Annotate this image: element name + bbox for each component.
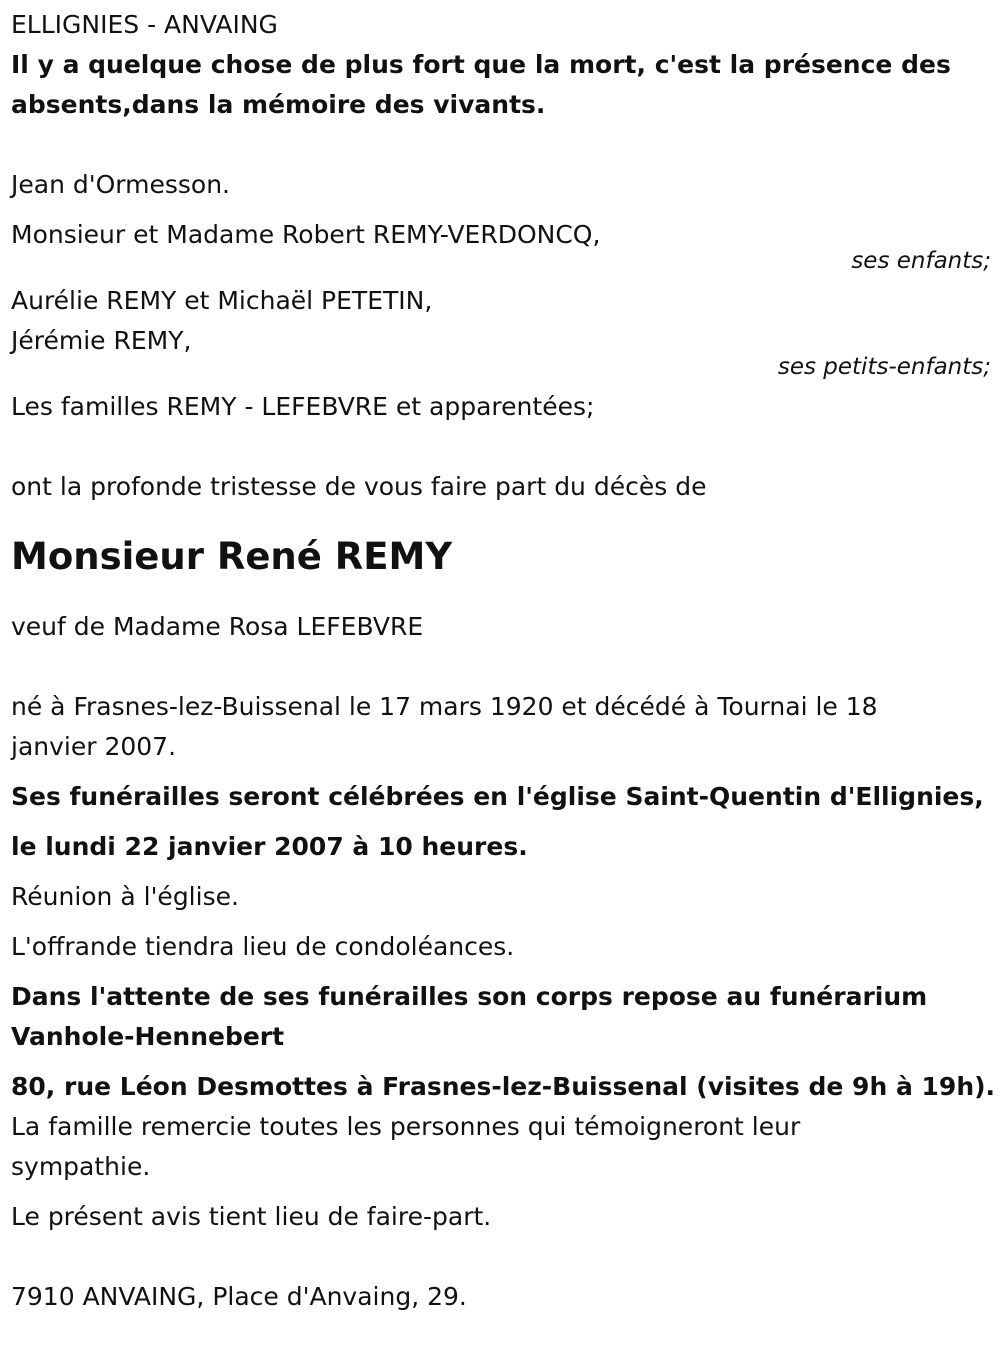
families-line: Les familles REMY - LEFEBVRE et apparentées; bbox=[11, 392, 595, 421]
widower-of: veuf de Madame Rosa LEFEBVRE bbox=[11, 612, 424, 641]
deceased-name: Monsieur René REMY bbox=[11, 535, 453, 578]
birth-death-details: né à Frasnes-lez-Buissenal le 17 mars 1920 et décédé à Tournai le 18 janvier 2007. bbox=[11, 692, 878, 761]
notice-statement: Le présent avis tient lieu de faire-part. bbox=[11, 1202, 492, 1231]
children-role: ses enfants; bbox=[851, 248, 991, 274]
funeral-date-time: le lundi 22 janvier 2007 à 10 heures. bbox=[11, 832, 528, 861]
children-names: Monsieur et Madame Robert REMY-VERDONCQ, bbox=[11, 220, 601, 249]
funeral-church: Ses funérailles seront célébrées en l'église Saint-Quentin d'Ellignies, bbox=[11, 782, 984, 811]
offering-note: L'offrande tiendra lieu de condoléances. bbox=[11, 932, 515, 961]
location-heading: ELLIGNIES - ANVAING bbox=[11, 10, 278, 39]
thanks-message: La famille remercie toutes les personnes qui témoigneront leur sympathie. bbox=[11, 1112, 801, 1181]
grandchildren-role: ses petits-enfants; bbox=[777, 354, 991, 380]
funeral-home: Dans l'attente de ses funérailles son corps repose au funérarium Vanhole-Hennebert bbox=[11, 982, 928, 1051]
announcement-intro: ont la profonde tristesse de vous faire part du décès de bbox=[11, 472, 707, 501]
obituary-notice bbox=[11, 5, 996, 1317]
meeting-place: Réunion à l'église. bbox=[11, 882, 239, 911]
quote-author: Jean d'Ormesson. bbox=[11, 170, 230, 199]
grandchild-1: Aurélie REMY et Michaël PETETIN, bbox=[11, 286, 433, 315]
quote-text: Il y a quelque chose de plus fort que la mort, c'est la présence des absents,dans la mémoire des vivants. bbox=[11, 50, 951, 119]
family-address: 7910 ANVAING, Place d'Anvaing, 29. bbox=[11, 1282, 467, 1311]
funeral-home-address: 80, rue Léon Desmottes à Frasnes-lez-Buissenal (visites de 9h à 19h). bbox=[11, 1072, 996, 1101]
grandchild-2: Jérémie REMY, bbox=[11, 326, 192, 355]
